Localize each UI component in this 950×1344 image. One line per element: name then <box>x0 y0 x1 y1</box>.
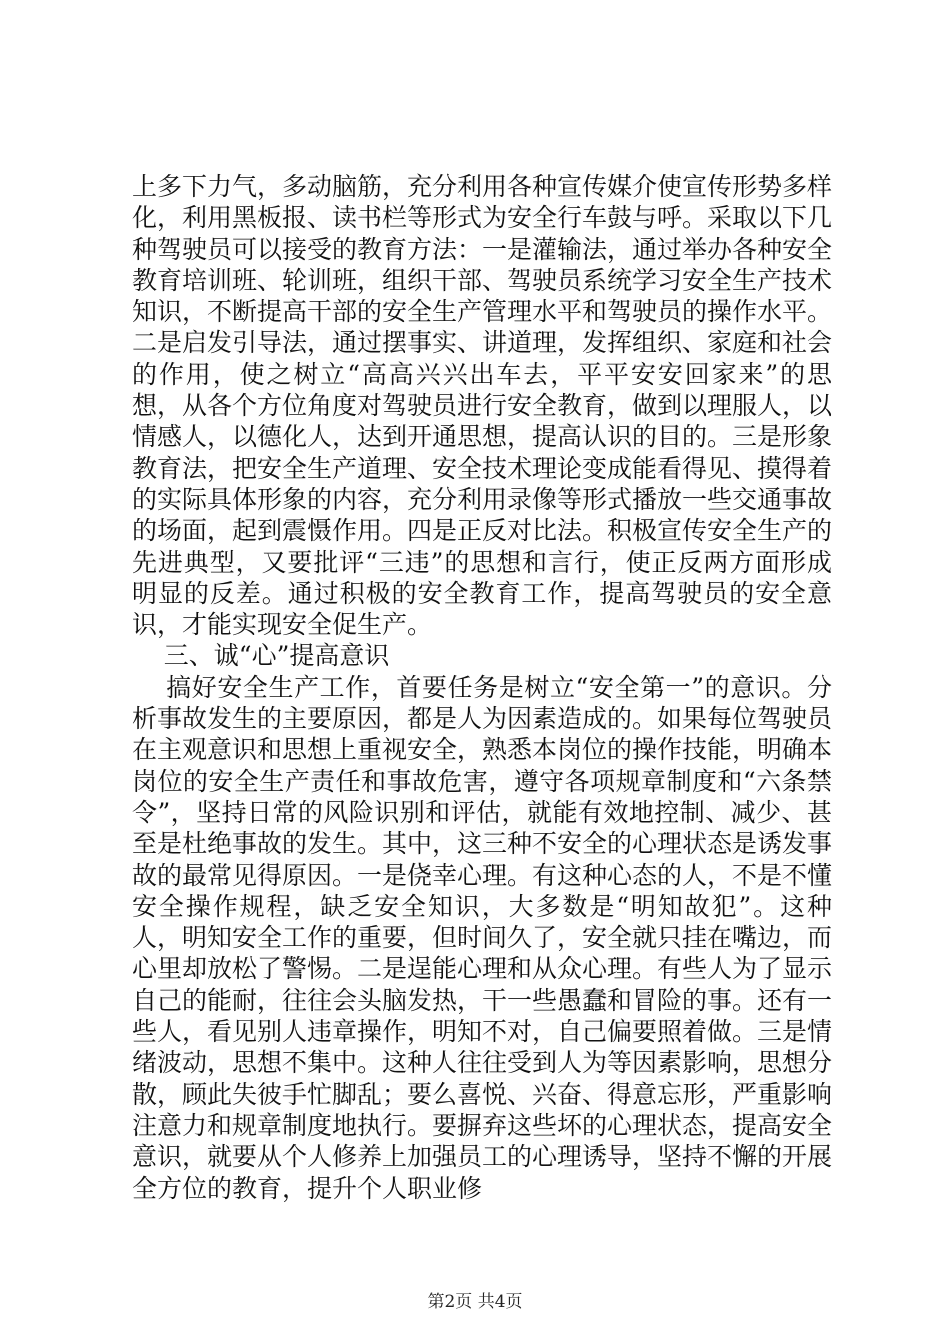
paragraph-safety-awareness: 搞好安全生产工作，首要任务是树立“安全第一”的意识。分析事故发生的主要原因，都是人为因素造成的。如果每位驾驶员在主观意识和思想上重视安全，熟悉本岗位的操作技能，明确本岗位的安全生产责任和事故危害，遵守各项规章制度和“六条禁令”，坚持日常的风险识别和评估，就能有效地控制、减少、甚至是杜绝事故的发生。其中，这三种不安全的心理状态是诱发事故的最常见得原因。一是侥幸心理。有这种心态的人，不是不懂安全操作规程，缺乏安全知识，大多数是“明知故犯”。这种人，明知安全工作的重要，但时间久了，安全就只挂在嘴边，而心里却放松了警惕。二是逞能心理和从众心理。有些人为了显示自己的能耐，往往会头脑发热，干一些愚蠢和冒险的事。还有一些人，看见别人违章操作，明知不对，自己偏要照着做。三是情绪波动，思想不集中。这种人往往受到人为等因素影响，思想分散，顾此失彼手忙脚乱；要么喜悦、兴奋、得意忘形，严重影响注意力和规章制度地执行。要摒弃这些坏的心理状态，提高安全意识，就要从个人修养上加强员工的心理诱导，坚持不懈的开展全方位的教育，提升个人职业修 <box>132 672 833 1203</box>
page-number: 第2页 共4页 <box>427 1292 523 1312</box>
section-heading-awareness: 三、诚“心”提高意识 <box>132 641 390 671</box>
body-text <box>132 171 832 1204</box>
page-footer <box>0 1292 950 1312</box>
paragraph-education-methods: 上多下力气，多动脑筋，充分利用各种宣传媒介使宣传形势多样化，利用黑板报、读书栏等形式为安全行车鼓与呼。采取以下几种驾驶员可以接受的教育方法：一是灌输法，通过举办各种安全教育培训班、轮训班，组织干部、驾驶员系统学习安全生产技术知识，不断提高干部的安全生产管理水平和驾驶员的操作水平。二是启发引导法，通过摆事实、讲道理，发挥组织、家庭和社会的作用，使之树立“高高兴兴出车去，平平安安回家来”的思想，从各个方位角度对驾驶员进行安全教育，做到以理服人，以情感人，以德化人，达到开通思想，提高认识的目的。三是形象教育法，把安全生产道理、安全技术理论变成能看得见、摸得着的实际具体形象的内容，充分利用录像等形式播放一些交通事故的场面，起到震慑作用。四是正反对比法。积极宣传安全生产的先进典型，又要批评“三违”的思想和言行，使正反两方面形成明显的反差。通过积极的安全教育工作，提高驾驶员的安全意识，才能实现安全促生产。 <box>132 172 833 640</box>
